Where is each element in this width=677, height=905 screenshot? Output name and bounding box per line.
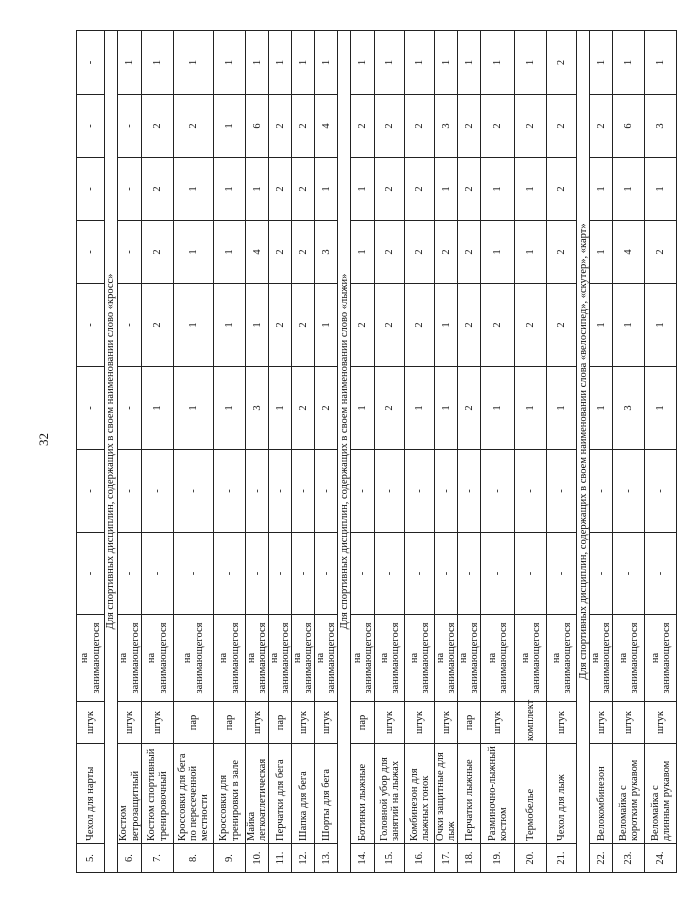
unit-of-measure: штук bbox=[435, 702, 458, 744]
unit-of-measure: штук bbox=[645, 702, 677, 744]
section-header-row bbox=[577, 31, 590, 873]
quantity-cell: - bbox=[246, 533, 269, 615]
unit-of-measure: пар bbox=[269, 702, 292, 744]
quantity-cell: 2 bbox=[405, 221, 435, 284]
calculation-unit: на занимающегося bbox=[315, 615, 338, 702]
quantity-cell: 2 bbox=[351, 284, 375, 367]
unit-of-measure: штук bbox=[547, 702, 577, 744]
calculation-unit: на занимающегося bbox=[645, 615, 677, 702]
row-number: 11. bbox=[269, 844, 292, 873]
quantity-cell: 4 bbox=[613, 221, 645, 284]
quantity-cell: 1 bbox=[315, 31, 338, 95]
quantity-cell: 1 bbox=[118, 31, 142, 95]
table-row bbox=[458, 31, 481, 873]
quantity-cell: 2 bbox=[515, 95, 547, 158]
quantity-cell: 1 bbox=[214, 221, 246, 284]
item-name: Велокомбинезон bbox=[590, 744, 613, 844]
quantity-cell: - bbox=[77, 284, 105, 367]
row-number: 14. bbox=[351, 844, 375, 873]
quantity-cell: - bbox=[547, 533, 577, 615]
unit-of-measure: штук bbox=[481, 702, 515, 744]
quantity-cell: 1 bbox=[174, 158, 214, 221]
quantity-cell: 2 bbox=[269, 284, 292, 367]
item-name: Кроссовки для тренировки в зале bbox=[214, 744, 246, 844]
quantity-cell: - bbox=[142, 533, 174, 615]
section-header-row bbox=[338, 31, 351, 873]
quantity-cell: 2 bbox=[292, 95, 315, 158]
item-name: Комбинезон для лыжных гонок bbox=[405, 744, 435, 844]
quantity-cell: - bbox=[547, 450, 577, 533]
quantity-cell: 1 bbox=[214, 95, 246, 158]
section-title: Для спортивных дисциплин, содержащих в своем наименовании слова «велосипед», «скутер», «карт» bbox=[577, 31, 590, 873]
quantity-cell: 1 bbox=[315, 158, 338, 221]
item-name: Веломайка с длинным рукавом bbox=[645, 744, 677, 844]
quantity-cell: 2 bbox=[375, 367, 405, 450]
quantity-cell: 6 bbox=[613, 95, 645, 158]
item-name: Перчатки для бега bbox=[269, 744, 292, 844]
calculation-unit: на занимающегося bbox=[142, 615, 174, 702]
unit-of-measure: штук bbox=[142, 702, 174, 744]
quantity-cell: 2 bbox=[375, 158, 405, 221]
quantity-cell: 1 bbox=[375, 31, 405, 95]
quantity-cell: - bbox=[174, 533, 214, 615]
quantity-cell: 3 bbox=[435, 95, 458, 158]
quantity-cell: 1 bbox=[515, 31, 547, 95]
quantity-cell: 1 bbox=[613, 284, 645, 367]
quantity-cell: 1 bbox=[174, 367, 214, 450]
calculation-unit: на занимающегося bbox=[246, 615, 269, 702]
quantity-cell: 2 bbox=[458, 367, 481, 450]
quantity-cell: 1 bbox=[214, 284, 246, 367]
quantity-cell: 2 bbox=[458, 95, 481, 158]
quantity-cell: 2 bbox=[375, 284, 405, 367]
row-number: 7. bbox=[142, 844, 174, 873]
quantity-cell: - bbox=[77, 450, 105, 533]
quantity-cell: 2 bbox=[590, 95, 613, 158]
quantity-cell: 1 bbox=[645, 367, 677, 450]
table-row bbox=[613, 31, 645, 873]
section-title: Для спортивных дисциплин, содержащих в своем наименовании слово «кросс» bbox=[105, 31, 118, 873]
calculation-unit: на занимающегося bbox=[375, 615, 405, 702]
quantity-cell: 1 bbox=[613, 158, 645, 221]
calculation-unit: на занимающегося bbox=[269, 615, 292, 702]
table-row bbox=[481, 31, 515, 873]
calculation-unit: на занимающегося bbox=[214, 615, 246, 702]
quantity-cell: 2 bbox=[547, 95, 577, 158]
table-row bbox=[292, 31, 315, 873]
item-name: Ботинки лыжные bbox=[351, 744, 375, 844]
quantity-cell: 3 bbox=[613, 367, 645, 450]
table-row bbox=[315, 31, 338, 873]
table-row bbox=[118, 31, 142, 873]
quantity-cell: - bbox=[269, 533, 292, 615]
quantity-cell: 3 bbox=[645, 95, 677, 158]
item-name: Термобелье bbox=[515, 744, 547, 844]
quantity-cell: - bbox=[118, 533, 142, 615]
calculation-unit: на занимающегося bbox=[292, 615, 315, 702]
item-name: Костюм спортивный тренировочный bbox=[142, 744, 174, 844]
quantity-cell: 1 bbox=[174, 31, 214, 95]
quantity-cell: 1 bbox=[435, 158, 458, 221]
section-title: Для спортивных дисциплин, содержащих в своем наименовании слово «лыжи» bbox=[338, 31, 351, 873]
item-name: Разминочно-лыжный костюм bbox=[481, 744, 515, 844]
quantity-cell: 1 bbox=[246, 158, 269, 221]
quantity-cell: - bbox=[118, 450, 142, 533]
quantity-cell: 2 bbox=[292, 221, 315, 284]
row-number: 21. bbox=[547, 844, 577, 873]
quantity-cell: 1 bbox=[435, 284, 458, 367]
quantity-cell: - bbox=[77, 95, 105, 158]
quantity-cell: 1 bbox=[435, 31, 458, 95]
quantity-cell: - bbox=[458, 533, 481, 615]
item-name: Очки защитные для лыж bbox=[435, 744, 458, 844]
calculation-unit: на занимающегося bbox=[174, 615, 214, 702]
item-name: Веломайка с коротким рукавом bbox=[613, 744, 645, 844]
calculation-unit: на занимающегося bbox=[458, 615, 481, 702]
quantity-cell: 1 bbox=[435, 367, 458, 450]
quantity-cell: 1 bbox=[246, 31, 269, 95]
calculation-unit: на занимающегося bbox=[590, 615, 613, 702]
quantity-cell: 1 bbox=[590, 158, 613, 221]
table-row bbox=[515, 31, 547, 873]
table-row bbox=[77, 31, 105, 873]
unit-of-measure: комплект bbox=[515, 702, 547, 744]
row-number: 6. bbox=[118, 844, 142, 873]
row-number: 20. bbox=[515, 844, 547, 873]
unit-of-measure: штук bbox=[590, 702, 613, 744]
table-row bbox=[405, 31, 435, 873]
quantity-cell: 2 bbox=[269, 221, 292, 284]
unit-of-measure: пар bbox=[458, 702, 481, 744]
quantity-cell: 1 bbox=[214, 367, 246, 450]
item-name: Головной убор для занятий на лыжах bbox=[375, 744, 405, 844]
calculation-unit: на занимающегося bbox=[405, 615, 435, 702]
calculation-unit: на занимающегося bbox=[515, 615, 547, 702]
quantity-cell: 3 bbox=[246, 367, 269, 450]
quantity-cell: 1 bbox=[174, 284, 214, 367]
quantity-cell: - bbox=[645, 533, 677, 615]
quantity-cell: - bbox=[142, 450, 174, 533]
calculation-unit: на занимающегося bbox=[613, 615, 645, 702]
item-name: Шапка для бега bbox=[292, 744, 315, 844]
row-number: 12. bbox=[292, 844, 315, 873]
unit-of-measure: штук bbox=[118, 702, 142, 744]
quantity-cell: - bbox=[315, 450, 338, 533]
quantity-cell: 1 bbox=[405, 31, 435, 95]
quantity-cell: 2 bbox=[292, 367, 315, 450]
quantity-cell: 2 bbox=[375, 221, 405, 284]
quantity-cell: - bbox=[77, 533, 105, 615]
quantity-cell: - bbox=[77, 367, 105, 450]
quantity-cell: 1 bbox=[590, 31, 613, 95]
unit-of-measure: штук bbox=[315, 702, 338, 744]
quantity-cell: 1 bbox=[515, 221, 547, 284]
quantity-cell: - bbox=[613, 450, 645, 533]
quantity-cell: 1 bbox=[214, 31, 246, 95]
quantity-cell: 1 bbox=[645, 284, 677, 367]
unit-of-measure: штук bbox=[77, 702, 105, 744]
quantity-cell: 1 bbox=[645, 31, 677, 95]
item-name: Чехол для лыж bbox=[547, 744, 577, 844]
quantity-cell: - bbox=[481, 533, 515, 615]
item-name: Перчатки лыжные bbox=[458, 744, 481, 844]
row-number: 5. bbox=[77, 844, 105, 873]
row-number: 9. bbox=[214, 844, 246, 873]
quantity-cell: - bbox=[458, 450, 481, 533]
calculation-unit: на занимающегося bbox=[547, 615, 577, 702]
row-number: 19. bbox=[481, 844, 515, 873]
quantity-cell: - bbox=[118, 158, 142, 221]
quantity-cell: - bbox=[118, 95, 142, 158]
rotated-table-container bbox=[76, 31, 672, 873]
quantity-cell: 1 bbox=[613, 31, 645, 95]
equipment-table bbox=[76, 30, 677, 873]
row-number: 18. bbox=[458, 844, 481, 873]
item-name: Костюм ветрозащитный bbox=[118, 744, 142, 844]
quantity-cell: 2 bbox=[405, 284, 435, 367]
quantity-cell: - bbox=[118, 221, 142, 284]
quantity-cell: 1 bbox=[315, 284, 338, 367]
table-row bbox=[435, 31, 458, 873]
quantity-cell: 1 bbox=[481, 31, 515, 95]
quantity-cell: - bbox=[613, 533, 645, 615]
quantity-cell: 1 bbox=[590, 367, 613, 450]
quantity-cell: 6 bbox=[246, 95, 269, 158]
quantity-cell: 4 bbox=[246, 221, 269, 284]
unit-of-measure: штук bbox=[613, 702, 645, 744]
quantity-cell: 2 bbox=[458, 158, 481, 221]
quantity-cell: 2 bbox=[269, 158, 292, 221]
quantity-cell: 2 bbox=[292, 158, 315, 221]
quantity-cell: 2 bbox=[315, 367, 338, 450]
quantity-cell: 2 bbox=[142, 95, 174, 158]
quantity-cell: - bbox=[375, 533, 405, 615]
quantity-cell: - bbox=[590, 533, 613, 615]
unit-of-measure: штук bbox=[405, 702, 435, 744]
quantity-cell: - bbox=[118, 284, 142, 367]
quantity-cell: - bbox=[214, 533, 246, 615]
quantity-cell: 1 bbox=[515, 367, 547, 450]
unit-of-measure: пар bbox=[174, 702, 214, 744]
quantity-cell: 2 bbox=[269, 95, 292, 158]
section-header-row bbox=[105, 31, 118, 873]
table-row bbox=[174, 31, 214, 873]
quantity-cell: 1 bbox=[246, 284, 269, 367]
quantity-cell: - bbox=[481, 450, 515, 533]
quantity-cell: 1 bbox=[174, 221, 214, 284]
table-row bbox=[351, 31, 375, 873]
quantity-cell: - bbox=[118, 367, 142, 450]
table-row bbox=[590, 31, 613, 873]
calculation-unit: на занимающегося bbox=[481, 615, 515, 702]
quantity-cell: - bbox=[292, 450, 315, 533]
quantity-cell: 1 bbox=[481, 367, 515, 450]
calculation-unit: на занимающегося bbox=[118, 615, 142, 702]
quantity-cell: 1 bbox=[590, 284, 613, 367]
calculation-unit: на занимающегося bbox=[351, 615, 375, 702]
quantity-cell: 2 bbox=[547, 31, 577, 95]
row-number: 15. bbox=[375, 844, 405, 873]
row-number: 23. bbox=[613, 844, 645, 873]
quantity-cell: - bbox=[292, 533, 315, 615]
quantity-cell: - bbox=[351, 450, 375, 533]
quantity-cell: - bbox=[405, 533, 435, 615]
quantity-cell: - bbox=[435, 533, 458, 615]
quantity-cell: 1 bbox=[269, 367, 292, 450]
table-row bbox=[214, 31, 246, 873]
quantity-cell: 2 bbox=[375, 95, 405, 158]
quantity-cell: 2 bbox=[292, 284, 315, 367]
item-name: Кроссовки для бега по пересеченной местности bbox=[174, 744, 214, 844]
quantity-cell: 1 bbox=[292, 31, 315, 95]
table-row bbox=[246, 31, 269, 873]
quantity-cell: 1 bbox=[645, 158, 677, 221]
quantity-cell: - bbox=[214, 450, 246, 533]
calculation-unit: на занимающегося bbox=[77, 615, 105, 702]
quantity-cell: 2 bbox=[458, 284, 481, 367]
quantity-cell: - bbox=[77, 31, 105, 95]
quantity-cell: - bbox=[515, 533, 547, 615]
row-number: 10. bbox=[246, 844, 269, 873]
row-number: 8. bbox=[174, 844, 214, 873]
quantity-cell: 1 bbox=[481, 221, 515, 284]
table-row bbox=[645, 31, 677, 873]
quantity-cell: 1 bbox=[351, 367, 375, 450]
row-number: 24. bbox=[645, 844, 677, 873]
quantity-cell: - bbox=[645, 450, 677, 533]
quantity-cell: 1 bbox=[214, 158, 246, 221]
quantity-cell: - bbox=[590, 450, 613, 533]
row-number: 16. bbox=[405, 844, 435, 873]
quantity-cell: 4 bbox=[315, 95, 338, 158]
item-name: Шорты для бега bbox=[315, 744, 338, 844]
quantity-cell: 1 bbox=[351, 31, 375, 95]
unit-of-measure: пар bbox=[351, 702, 375, 744]
quantity-cell: 1 bbox=[142, 31, 174, 95]
quantity-cell: 1 bbox=[590, 221, 613, 284]
quantity-cell: 2 bbox=[481, 284, 515, 367]
quantity-cell: 2 bbox=[351, 95, 375, 158]
quantity-cell: 1 bbox=[547, 367, 577, 450]
quantity-cell: - bbox=[351, 533, 375, 615]
quantity-cell: 1 bbox=[351, 158, 375, 221]
quantity-cell: - bbox=[315, 533, 338, 615]
item-name: Чехол для нарты bbox=[77, 744, 105, 844]
unit-of-measure: штук bbox=[375, 702, 405, 744]
quantity-cell: 2 bbox=[405, 158, 435, 221]
row-number: 13. bbox=[315, 844, 338, 873]
quantity-cell: 2 bbox=[435, 221, 458, 284]
calculation-unit: на занимающегося bbox=[435, 615, 458, 702]
item-name: Майка легкоатлетическая bbox=[246, 744, 269, 844]
quantity-cell: 1 bbox=[458, 31, 481, 95]
quantity-cell: 2 bbox=[481, 95, 515, 158]
quantity-cell: - bbox=[77, 158, 105, 221]
quantity-cell: - bbox=[246, 450, 269, 533]
unit-of-measure: штук bbox=[246, 702, 269, 744]
table-row bbox=[142, 31, 174, 873]
quantity-cell: 2 bbox=[142, 158, 174, 221]
quantity-cell: - bbox=[405, 450, 435, 533]
quantity-cell: - bbox=[375, 450, 405, 533]
quantity-cell: - bbox=[435, 450, 458, 533]
unit-of-measure: штук bbox=[292, 702, 315, 744]
quantity-cell: 2 bbox=[142, 284, 174, 367]
table-row bbox=[269, 31, 292, 873]
quantity-cell: 1 bbox=[481, 158, 515, 221]
quantity-cell: 2 bbox=[645, 221, 677, 284]
unit-of-measure: пар bbox=[214, 702, 246, 744]
row-number: 17. bbox=[435, 844, 458, 873]
quantity-cell: - bbox=[269, 450, 292, 533]
quantity-cell: 3 bbox=[315, 221, 338, 284]
quantity-cell: 2 bbox=[405, 95, 435, 158]
table-row bbox=[375, 31, 405, 873]
row-number: 22. bbox=[590, 844, 613, 873]
quantity-cell: 1 bbox=[142, 367, 174, 450]
quantity-cell: 2 bbox=[142, 221, 174, 284]
quantity-cell: 2 bbox=[547, 284, 577, 367]
quantity-cell: 2 bbox=[458, 221, 481, 284]
page-number: 32 bbox=[36, 433, 51, 446]
quantity-cell: 2 bbox=[515, 284, 547, 367]
table-body bbox=[77, 31, 677, 873]
quantity-cell: - bbox=[515, 450, 547, 533]
quantity-cell: 2 bbox=[547, 221, 577, 284]
quantity-cell: 2 bbox=[174, 95, 214, 158]
quantity-cell: 2 bbox=[547, 158, 577, 221]
quantity-cell: 1 bbox=[351, 221, 375, 284]
quantity-cell: - bbox=[77, 221, 105, 284]
table-row bbox=[547, 31, 577, 873]
quantity-cell: 1 bbox=[405, 367, 435, 450]
quantity-cell: 1 bbox=[515, 158, 547, 221]
quantity-cell: 1 bbox=[269, 31, 292, 95]
quantity-cell: - bbox=[174, 450, 214, 533]
